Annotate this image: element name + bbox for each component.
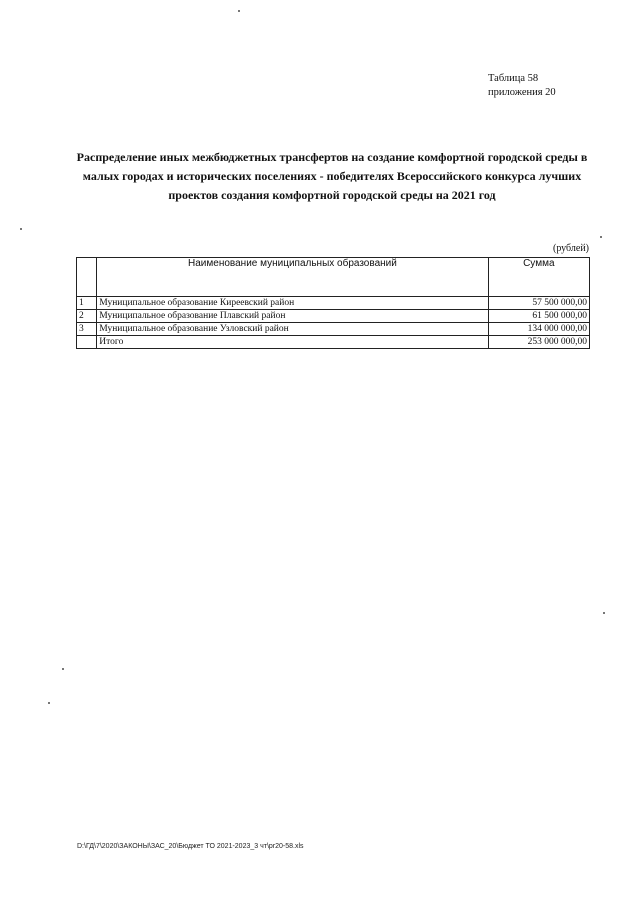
table-row xyxy=(77,323,590,336)
scan-speck xyxy=(603,612,605,614)
row-municipality: Муниципальное образование Плавский район xyxy=(97,310,488,323)
total-label: Итого xyxy=(97,336,488,349)
column-header-sum: Сумма xyxy=(488,258,589,297)
row-sum: 57 500 000,00 xyxy=(488,297,589,310)
row-number: 2 xyxy=(77,310,97,323)
column-header-number xyxy=(77,258,97,297)
appendix-number: приложения 20 xyxy=(488,87,556,98)
units-label: (рублей) xyxy=(552,243,589,254)
scan-speck xyxy=(48,702,50,704)
row-municipality: Муниципальное образование Киреевский район xyxy=(97,297,488,310)
total-number xyxy=(77,336,97,349)
table-number: Таблица 58 xyxy=(488,73,539,84)
column-header-name: Наименование муниципальных образований xyxy=(97,258,488,297)
scan-speck xyxy=(20,228,22,230)
row-sum: 134 000 000,00 xyxy=(488,323,589,336)
document-title: Распределение иных межбюджетных трансфертов на создание комфортной городской среды в малых городах и исторических поселениях - победителях Всероссийского конкурса лучших проектов создания комфортной городской среды на 2021 год xyxy=(76,150,588,202)
row-municipality: Муниципальное образование Узловский район xyxy=(97,323,488,336)
total-sum: 253 000 000,00 xyxy=(488,336,589,349)
table-reference xyxy=(488,72,556,100)
transfers-table xyxy=(76,257,590,349)
row-number: 1 xyxy=(77,297,97,310)
table-row xyxy=(77,310,590,323)
file-path-footer: D:\ГД\7\2020\ЗАКОНЫ\ЗАС_20\Бюджет ТО 2021-2023_3 чт\pr20-58.xls xyxy=(77,843,304,850)
table-total-row xyxy=(77,336,590,349)
row-sum: 61 500 000,00 xyxy=(488,310,589,323)
table-row xyxy=(77,297,590,310)
scan-speck xyxy=(600,236,602,238)
scan-speck xyxy=(238,10,240,12)
table-header-row xyxy=(77,258,590,297)
scan-speck xyxy=(62,668,64,670)
row-number: 3 xyxy=(77,323,97,336)
